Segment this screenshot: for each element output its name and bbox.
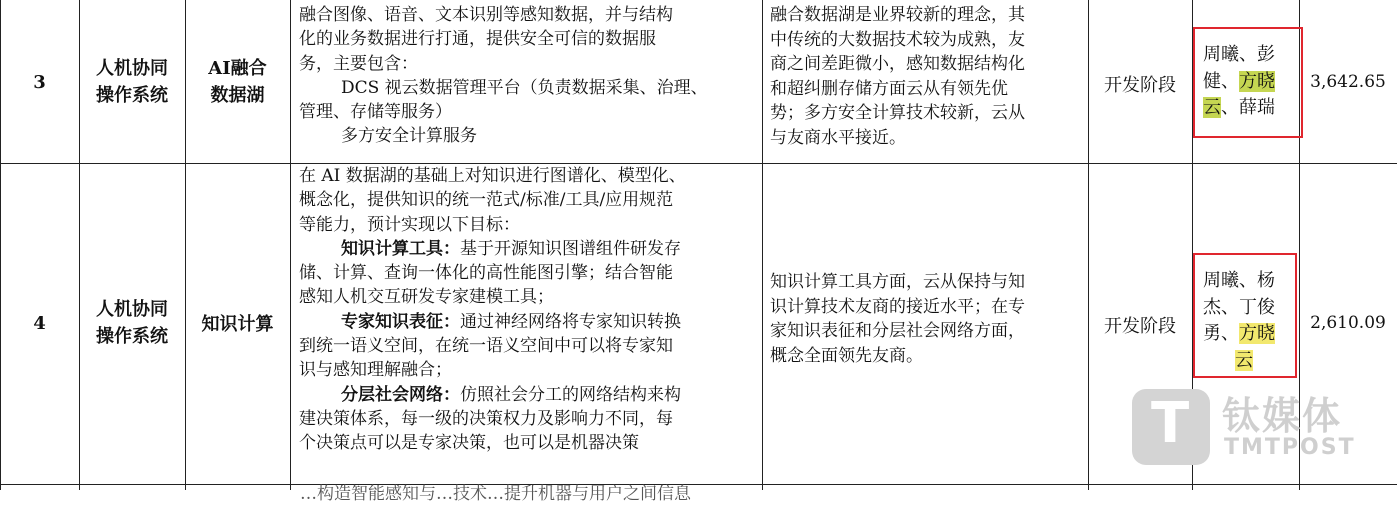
competitor-comparison: 知识计算工具方面，云从保持与知 识计算技术友商的接近水平；在专 家知识表征和分层社会网络方面， 概念全面领先友商。 — [770, 272, 1025, 366]
module-name: AI融合 数据湖 — [208, 58, 267, 106]
module-name: 知识计算 — [201, 314, 274, 335]
objective-title: 分层社会网络： — [341, 384, 460, 405]
system-name: 人机协同 操作系统 — [96, 299, 168, 347]
objective-title: 专家知识表征： — [341, 311, 460, 332]
row-divider — [0, 163, 1397, 164]
system-name: 人机协同 操作系统 — [96, 58, 168, 106]
module-description: 融合图像、语音、文本识别等感知数据，并与结构 化的业务数据进行打通，提供安全可信的数据服 务，主要包含： DCS 视云数据管理平台（负责数据采集、治理、 管理、存储等服务） 多方安全计算服务 — [299, 5, 708, 147]
watermark-name-cn: 钛媒体 — [1222, 394, 1343, 438]
investment-amount: 2,610.09 — [1310, 313, 1386, 333]
tmtpost-watermark — [1132, 385, 1382, 465]
red-highlight-box — [1193, 253, 1297, 378]
name-highlight: 云 — [1235, 349, 1253, 371]
name-highlight: 云 — [1203, 97, 1221, 118]
column-divider — [762, 0, 763, 490]
row-number: 3 — [33, 72, 46, 93]
core-personnel: 周曦、杨 杰、丁俊 勇、方晓 云 — [1203, 270, 1275, 371]
investment-amount: 3,642.65 — [1310, 72, 1386, 92]
watermark-name-en: TMTPOST — [1224, 435, 1356, 460]
project-stage: 开发阶段 — [1104, 316, 1176, 337]
name-highlight: 方晓 — [1239, 323, 1275, 344]
column-divider — [290, 0, 291, 490]
project-stage: 开发阶段 — [1104, 75, 1176, 96]
core-personnel: 周曦、彭 健、方晓 云、薛瑞 — [1203, 44, 1275, 118]
module-description: 在 AI 数据湖的基础上对知识进行图谱化、模型化、 概念化，提供知识的统一范式/标准/工具/应用规范 等能力，预计实现以下目标： 知识计算工具：基于开源知识图谱组件研发存 储、计算、查询一体化的高性能图引擎；结合智能 感知人机交互研发专家建模工具； 专家知识表征：通过神经网络将专家知识转换 到统一语义空间，在统一语义空间中可以将专家知 识与感知理解融合； 分层社会网络：仿照社会分工的网络结构来构 建决策体系，每一级的决策权力及影响力不同，每 个决策点可以是专家决策，也可以是机器决策 — [299, 166, 686, 454]
name-highlight: 方晓 — [1239, 70, 1275, 92]
row-number: 4 — [33, 313, 46, 334]
competitor-comparison: 融合数据湖是业界较新的理念，其 中传统的大数据技术较为成熟，友 商之间差距微小，感知数据结构化 和超纠删存储方面云从有领先优 势；多方安全计算技术较新，云从 与友商水平接近。 — [770, 5, 1025, 148]
objective-title: 知识计算工具： — [341, 238, 460, 259]
red-highlight-box — [1193, 27, 1303, 138]
row-divider — [0, 484, 1397, 485]
tmtpost-logo-icon: T — [1132, 389, 1210, 465]
cut-off-row-text: …构造智能感知与…技术…提升机器与用户之间信息 — [300, 484, 691, 504]
